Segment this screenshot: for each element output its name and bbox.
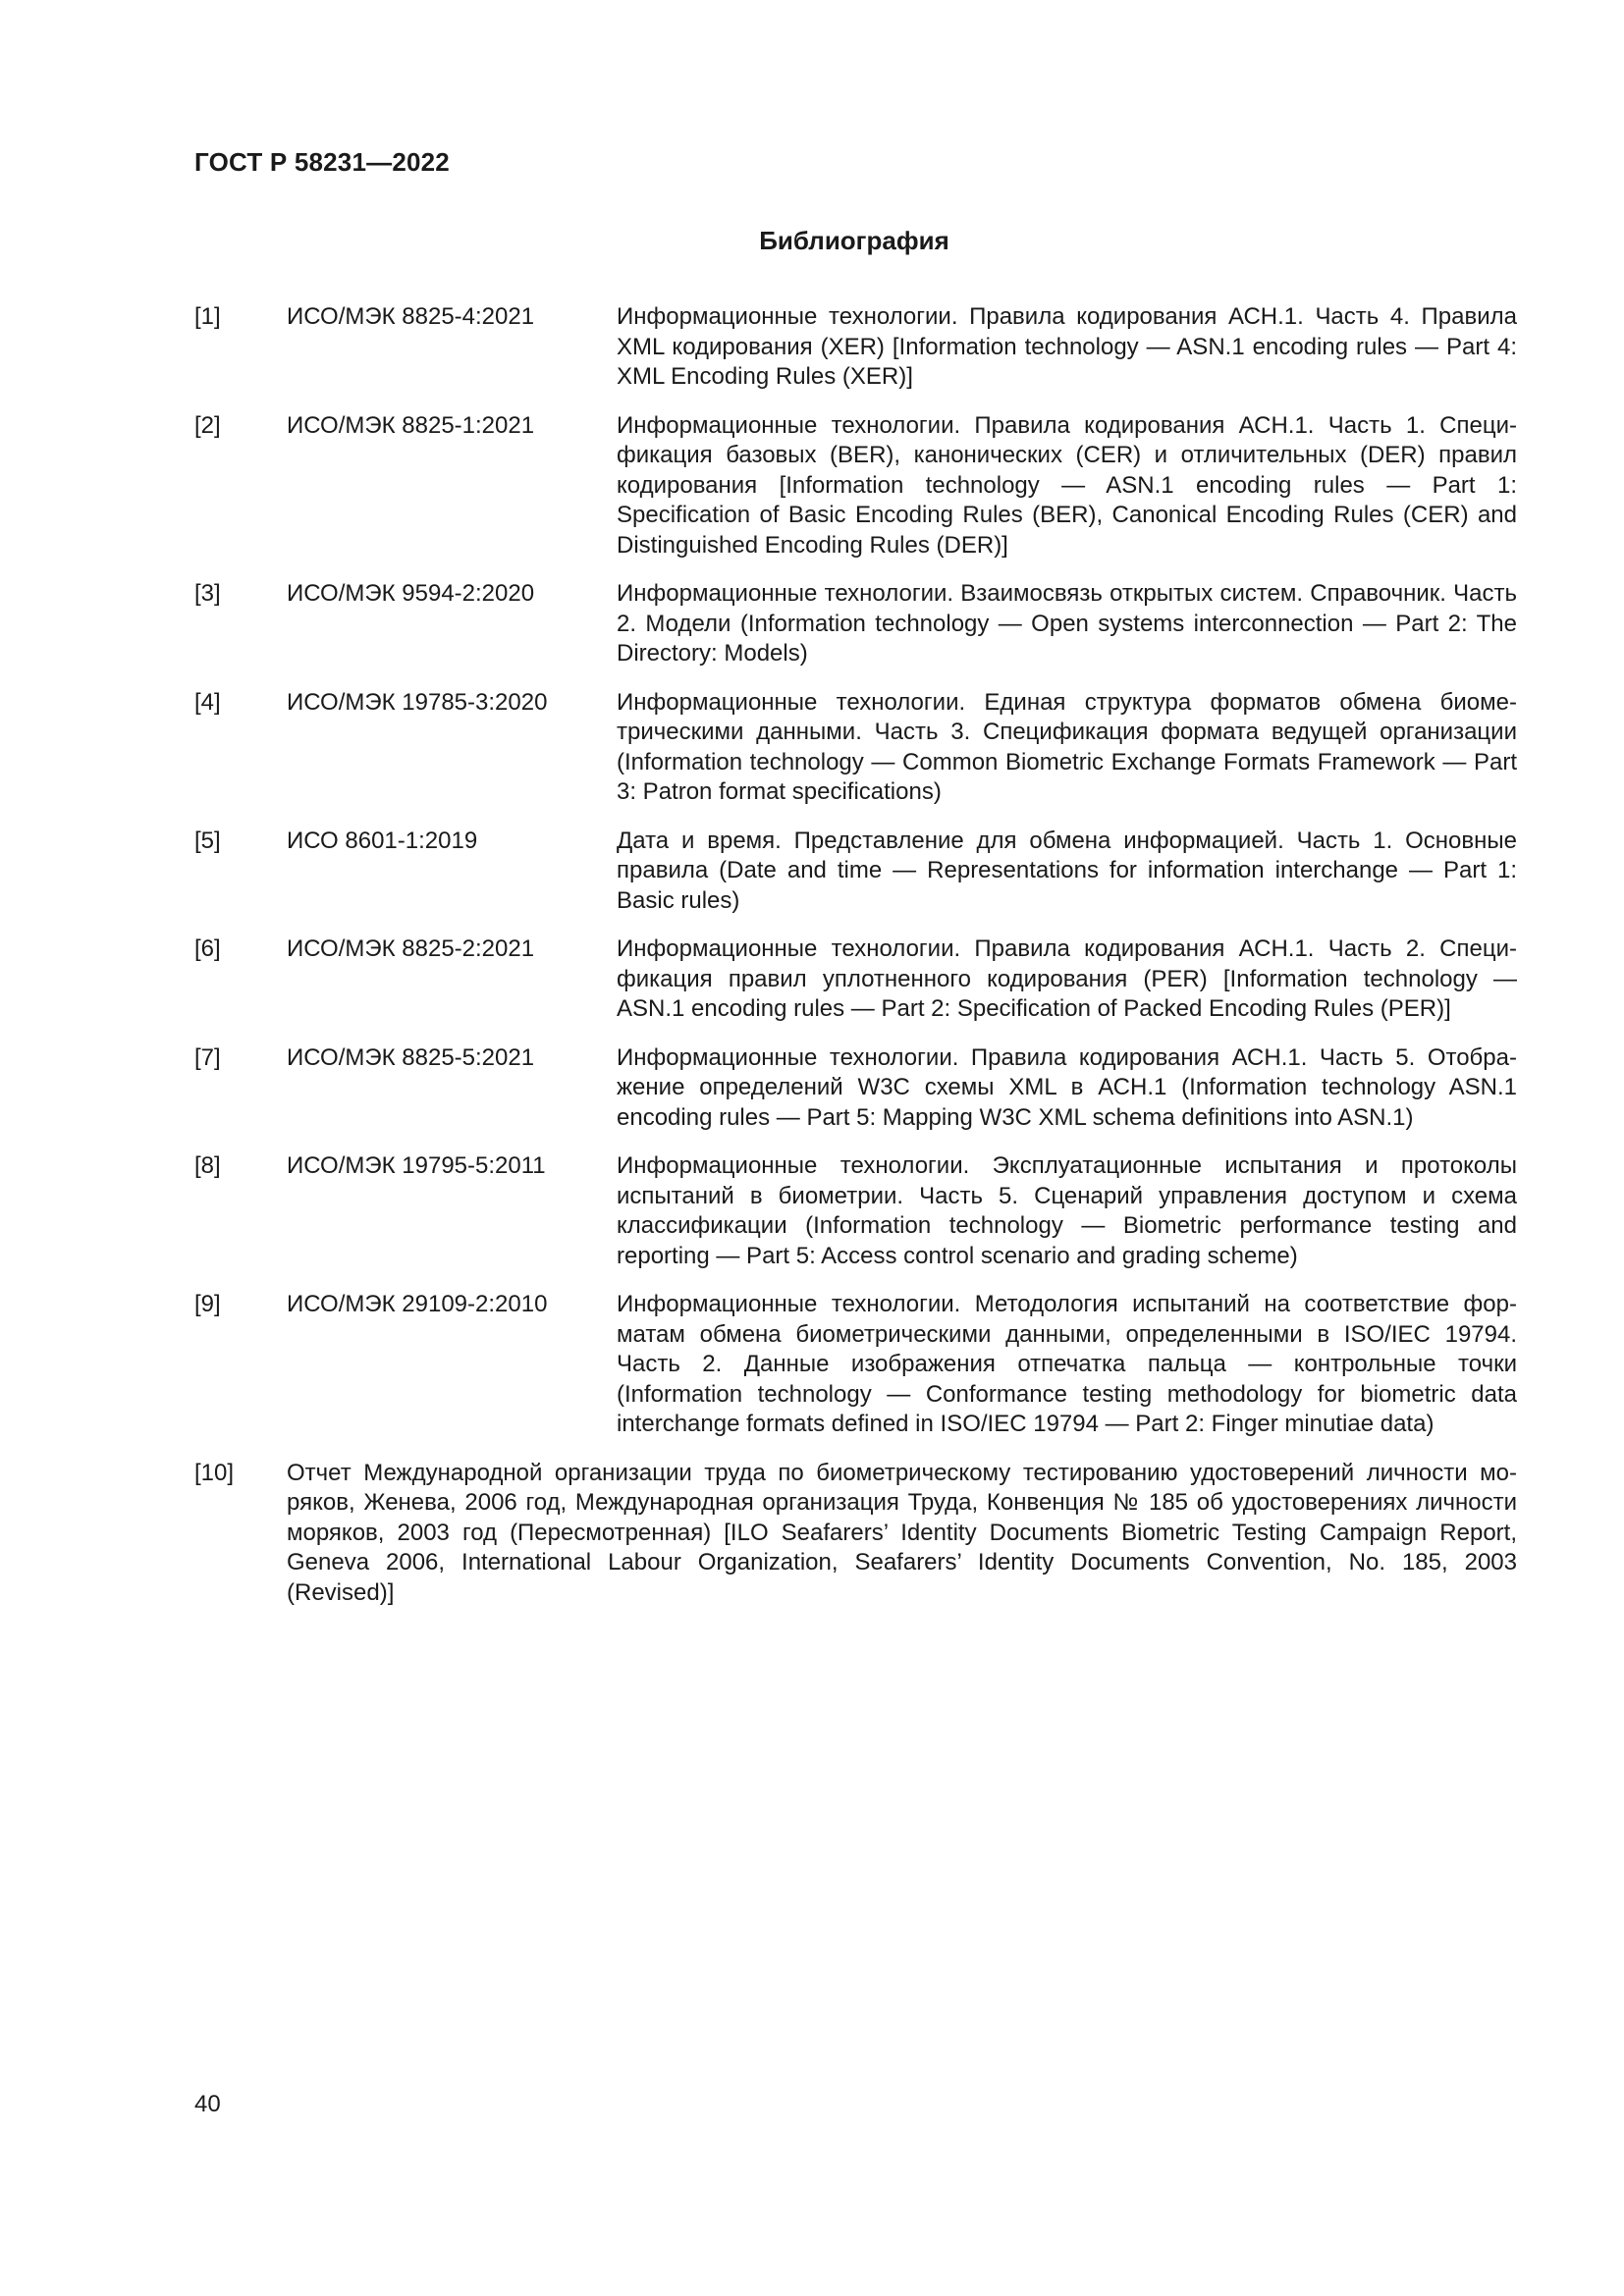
bib-entry-number: [8] — [194, 1152, 221, 1179]
bib-entry-code: ИСО/МЭК 8825-1:2021 — [287, 411, 535, 439]
bib-entry — [194, 1290, 1517, 1440]
bib-entry-code: ИСО/МЭК 9594-2:2020 — [287, 580, 535, 607]
bib-entry-text: Информационные технологии. Взаимосвязь открытых систем. Справочник. Часть 2. Модели (Information technology — Open systems interconnection — Part 2: The Directory: Models) — [617, 580, 1517, 667]
bib-entry-text: Информационные технологии. Правила кодирования АСН.1. Часть 1. Спецификация базовых (BER), канонических (CER) и отличительных (DER) правил кодирования [Information technology — ASN.1 encoding rules — Part 1: Specification of Basic Encoding Rules (BER), Canonical Encoding Rules (CER) and Distinguished Encoding Rules (DER)] — [617, 411, 1517, 559]
document-header: ГОСТ Р 58231—2022 — [194, 147, 450, 177]
bib-entry-text: Информационные технологии. Методология испытаний на соответствие форматам обмена биометрическими данными, определенными в ISO/IEC 19794. Часть 2. Данные изображения отпечатка пальца — контрольные точки (Information technology — Conformance testing methodology for biometric data interchange formats defined in ISO/IEC 19794 — Part 2: Finger minutiae data) — [617, 1291, 1517, 1437]
bib-entry-text: Отчет Международной организации труда по биометрическому тестированию удостоверений личности моряков, Женева, 2006 год, Международная организация Труда, Конвенция № 185 об удостоверениях личности моряков, 2003 год (Пересмотренная) [ILO Seafarers’ Identity Documents Biometric Testing Campaign Report, Geneva 2006, International Labour Organization, Seafarers’ Identity Documents Convention, No. 185, 2003 (Revised)] — [287, 1459, 1517, 1606]
bib-entry-code: ИСО/МЭК 8825-5:2021 — [287, 1043, 535, 1071]
bib-entry-code: ИСО/МЭК 19785-3:2020 — [287, 688, 548, 716]
bib-entry-number: [10] — [194, 1459, 235, 1486]
bib-entry-text: Информационные технологии. Правила кодирования АСН.1. Часть 2. Спецификация правил уплотненного кодирования (PER) [Information technology — ASN.1 encoding rules — Part 2: Specification of Packed Encoding Rules (PER)] — [617, 935, 1517, 1022]
bib-entry-code: ИСО/МЭК 29109-2:2010 — [287, 1291, 548, 1317]
bib-entry — [194, 1459, 1517, 1609]
bib-entry-number: [2] — [194, 411, 221, 439]
bib-entry-code: ИСО/МЭК 8825-2:2021 — [287, 935, 535, 962]
bib-entry-text: Информационные технологии. Единая структура форматов обмена биометрическими данными. Часть 3. Спецификация формата ведущей организации (Information technology — Common Biometric Exchange Formats Framework — Part 3: Patron format specifications) — [617, 688, 1517, 805]
bib-entry — [194, 302, 1517, 393]
bib-entry — [194, 827, 1517, 917]
bib-entry — [194, 579, 1517, 669]
bib-entry-number: [3] — [194, 580, 221, 607]
section-title: Библиография — [759, 226, 949, 255]
bib-entry — [194, 1151, 1517, 1271]
bib-entry-number: [4] — [194, 688, 221, 716]
bib-entry-number: [5] — [194, 827, 221, 854]
bib-entry-number: [9] — [194, 1291, 221, 1317]
bib-entry-number: [1] — [194, 303, 221, 330]
page-number: 40 — [194, 2091, 221, 2117]
bibliography-list — [194, 302, 1517, 1627]
bib-entry-text: Дата и время. Представление для обмена информацией. Часть 1. Основные правила (Date and time — Representations for information interchange — Part 1: Basic rules) — [617, 827, 1517, 914]
bib-entry — [194, 1043, 1517, 1134]
bib-entry-number: [6] — [194, 935, 221, 962]
bib-entry-code: ИСО/МЭК 8825-4:2021 — [287, 303, 535, 330]
bib-entry-text: Информационные технологии. Эксплуатационные испытания и протоколы испытаний в биометрии. Часть 5. Сценарий управления доступом и схема классификации (Information technology — Biometric performance testing and reporting — Part 5: Access control scenario and grading scheme) — [617, 1152, 1517, 1269]
bib-entry-code: ИСО/МЭК 19795-5:2011 — [287, 1152, 546, 1179]
bib-entry-number: [7] — [194, 1043, 221, 1071]
bib-entry-code: ИСО 8601-1:2019 — [287, 827, 478, 854]
bib-entry-text: Информационные технологии. Правила кодирования АСН.1. Часть 4. Правила XML кодирования (XER) [Information technology — ASN.1 encoding rules — Part 4: XML Encoding Rules (XER)] — [617, 303, 1517, 390]
bib-entry-text: Информационные технологии. Правила кодирования АСН.1. Часть 5. Отображение определений W3C схемы XML в АСН.1 (Information technology ASN.1 encoding rules — Part 5: Mapping W3C XML schema definitions into ASN.1) — [617, 1043, 1517, 1131]
bib-entry — [194, 934, 1517, 1025]
bib-entry — [194, 411, 1517, 561]
bib-entry — [194, 688, 1517, 808]
